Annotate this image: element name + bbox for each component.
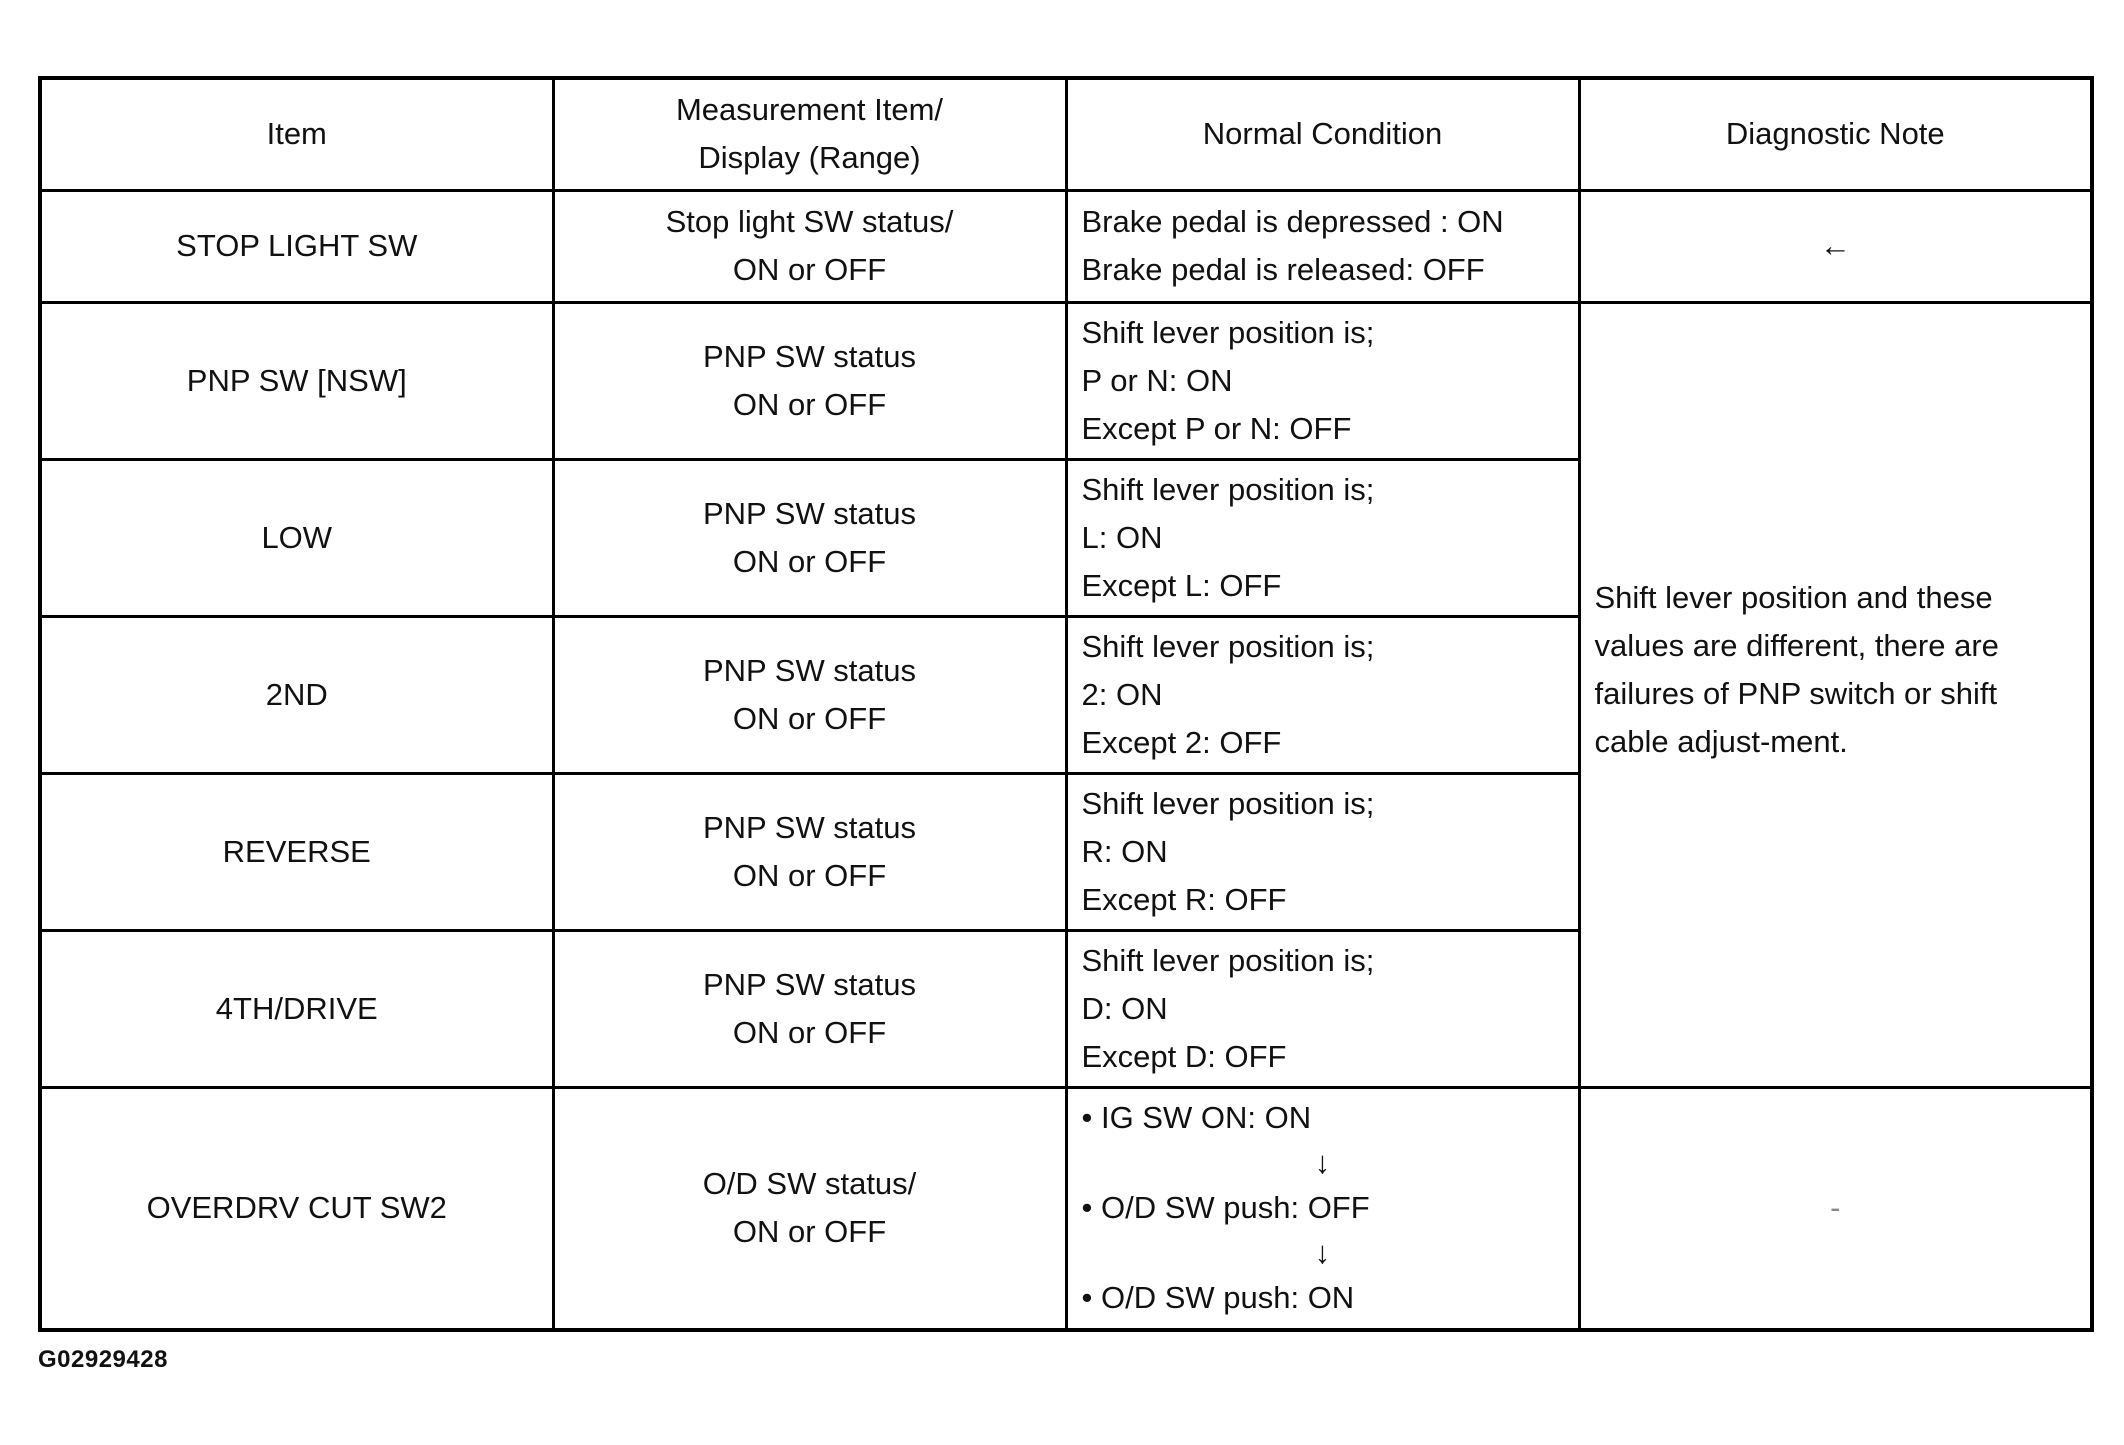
table-header-row — [40, 78, 2092, 190]
condition-line1: Shift lever position is; — [1081, 471, 1375, 507]
measurement-line1: PNP SW status — [702, 809, 917, 845]
measurement-line1: Stop light SW status/ — [665, 204, 954, 239]
header-normal-condition: Normal Condition — [1066, 78, 1579, 190]
header-measurement-line2: Display (Range) — [698, 140, 921, 176]
header-measurement-line1: Measurement Item/ — [675, 92, 944, 128]
condition-line3: Except R: OFF — [1081, 881, 1287, 917]
condition-line3: Except L: OFF — [1081, 567, 1282, 603]
cell-item: REVERSE — [40, 773, 553, 930]
table-row — [40, 1087, 2092, 1330]
down-arrow-icon: ↓ — [1314, 1235, 1331, 1271]
cell-measurement — [553, 773, 1066, 930]
condition-bullet2: • O/D SW push: OFF — [1081, 1190, 1370, 1226]
measurement-line1: PNP SW status — [702, 966, 917, 1002]
cell-measurement — [553, 616, 1066, 773]
header-item: Item — [40, 78, 553, 190]
condition-line3: Except P or N: OFF — [1081, 410, 1352, 446]
cell-measurement — [553, 190, 1066, 302]
cell-condition — [1066, 773, 1579, 930]
measurement-line2: ON or OFF — [732, 543, 887, 579]
diagnostic-data-table — [38, 76, 2094, 1332]
measurement-line2: ON or OFF — [732, 1214, 887, 1250]
header-diagnostic-note: Diagnostic Note — [1579, 78, 2092, 190]
measurement-line2: ON or OFF — [732, 252, 887, 287]
condition-line1: Brake pedal is depressed : ON — [1081, 204, 1504, 239]
down-arrow-icon: ↓ — [1314, 1145, 1331, 1181]
condition-line1: Shift lever position is; — [1081, 314, 1375, 350]
measurement-line2: ON or OFF — [732, 386, 887, 422]
header-measurement — [553, 78, 1066, 190]
measurement-line1: O/D SW status/ — [702, 1166, 917, 1202]
cell-item: PNP SW [NSW] — [40, 302, 553, 459]
measurement-line2: ON or OFF — [732, 1014, 887, 1050]
cell-item: OVERDRV CUT SW2 — [40, 1087, 553, 1330]
cell-condition — [1066, 190, 1579, 302]
cell-condition — [1066, 459, 1579, 616]
condition-line2: R: ON — [1081, 833, 1168, 869]
table-row — [40, 302, 2092, 459]
cell-measurement — [553, 302, 1066, 459]
cell-measurement — [553, 1087, 1066, 1330]
measurement-line1: PNP SW status — [702, 495, 917, 531]
measurement-line1: PNP SW status — [702, 652, 917, 688]
measurement-line2: ON or OFF — [732, 700, 887, 736]
cell-item: LOW — [40, 459, 553, 616]
condition-line1: Shift lever position is; — [1081, 785, 1375, 821]
condition-line2: P or N: ON — [1081, 362, 1233, 398]
figure-id-label: G02929428 — [38, 1346, 168, 1373]
cell-note-dash: - — [1579, 1087, 2092, 1330]
condition-line3: Except D: OFF — [1081, 1038, 1287, 1074]
cell-measurement — [553, 930, 1066, 1087]
condition-line2: L: ON — [1081, 519, 1163, 555]
cell-condition — [1066, 1087, 1579, 1330]
cell-item: STOP LIGHT SW — [40, 190, 553, 302]
cell-condition — [1066, 930, 1579, 1087]
table-row — [40, 190, 2092, 302]
condition-line2: Brake pedal is released: OFF — [1081, 252, 1485, 287]
condition-line3: Except 2: OFF — [1081, 724, 1282, 760]
measurement-line1: PNP SW status — [702, 338, 917, 374]
cell-merged-diagnostic-note: Shift lever position and these values are different, there are failures of PNP switch or shift cable adjust-ment. — [1579, 302, 2092, 1087]
cell-condition — [1066, 616, 1579, 773]
cell-item: 2ND — [40, 616, 553, 773]
measurement-line2: ON or OFF — [732, 857, 887, 893]
cell-item: 4TH/DRIVE — [40, 930, 553, 1087]
condition-line1: Shift lever position is; — [1081, 628, 1375, 664]
condition-bullet1: • IG SW ON: ON — [1081, 1100, 1312, 1136]
condition-bullet3: • O/D SW push: ON — [1081, 1280, 1355, 1316]
condition-line2: D: ON — [1081, 990, 1168, 1026]
cell-condition — [1066, 302, 1579, 459]
condition-line1: Shift lever position is; — [1081, 942, 1375, 978]
condition-line2: 2: ON — [1081, 676, 1163, 712]
cell-measurement — [553, 459, 1066, 616]
cell-note-left-arrow-icon: ← — [1579, 190, 2092, 302]
